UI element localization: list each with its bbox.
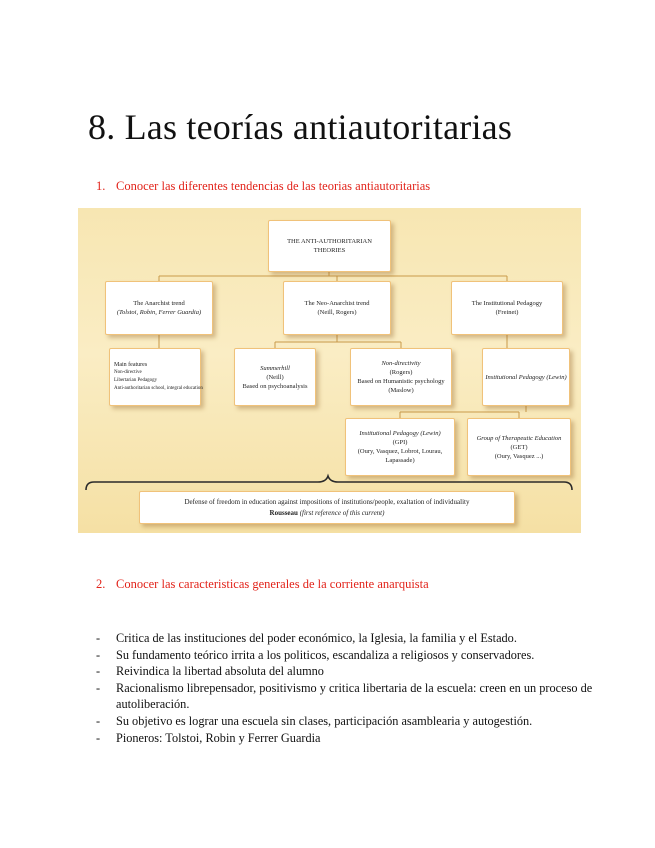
- get-box: [467, 418, 571, 476]
- section-number: 1.: [96, 179, 106, 193]
- institutional-pedagogy-trend-box: [451, 281, 563, 335]
- anarchist-characteristics-list: [96, 630, 596, 746]
- bullet-dash: -: [96, 664, 101, 679]
- list-item-text: Racionalismo librepensador, positivismo y critica libertaria de la escuela: creen en un proceso de autoliberación.: [116, 680, 593, 712]
- list-item: [96, 663, 596, 680]
- box-subtitle: (Rogers): [389, 369, 413, 376]
- summary-italic: (first reference of this current): [297, 508, 385, 517]
- summerhill-box: [234, 348, 316, 406]
- diagram-root-box: [268, 220, 391, 272]
- section-heading-text: Conocer las caracteristicas generales de la corriente anarquista: [116, 577, 429, 591]
- bullet-dash: -: [96, 680, 101, 695]
- summary-box: [139, 491, 515, 524]
- bullet-dash: -: [96, 713, 101, 728]
- list-item: [96, 713, 596, 730]
- box-subtitle: (Neill, Rogers): [317, 309, 357, 316]
- box-subtitle: (Tolstoi, Robin, Ferrer Guardia): [116, 309, 202, 316]
- box-detail: Based on Humanistic psychology: [357, 378, 445, 385]
- box-subtitle: (Neill): [266, 373, 284, 381]
- summary-line: [270, 508, 385, 519]
- list-item: [96, 730, 596, 747]
- list-item: [96, 647, 596, 664]
- box-subtitle: (Freinet): [495, 309, 519, 316]
- box-detail: Lapassade): [385, 457, 415, 464]
- box-title: Summerhill: [260, 364, 290, 372]
- section-number: 2.: [96, 577, 106, 591]
- list-item: [96, 630, 596, 647]
- institutional-pedagogy-lewin-box: [482, 348, 570, 406]
- box-title: The Neo-Anarchist trend: [304, 300, 370, 307]
- gpi-box: [345, 418, 455, 476]
- feature-item: Non-directive: [114, 370, 142, 375]
- list-item-text: Critica de las instituciones del poder económico, la Iglesia, la familia y el Estado.: [116, 631, 517, 645]
- box-detail: (Oury, Vasquez, Lobrot, Lourau,: [357, 448, 443, 455]
- grouping-brace: [86, 476, 572, 490]
- box-subtitle: (GET): [510, 443, 528, 451]
- list-item-text: Reivindica la libertad absoluta del alumno: [116, 664, 324, 679]
- box-subtitle: (GPI): [392, 439, 408, 446]
- box-title: Non-directivity: [381, 360, 421, 367]
- list-item: [96, 680, 596, 713]
- feature-item: Anti-authoritarian school, integral education: [114, 386, 203, 391]
- box-title: The Anarchist trend: [133, 300, 185, 307]
- bullet-dash: -: [96, 730, 101, 745]
- root-title-line: THEORIES: [313, 247, 346, 254]
- neo-anarchist-trend-box: [283, 281, 391, 335]
- box-title: Institutional Pedagogy (Lewin): [359, 430, 441, 437]
- box-title: The Institutional Pedagogy: [471, 300, 543, 307]
- list-item-text: Pioneros: Tolstoi, Robin y Ferrer Guardia: [116, 730, 321, 745]
- page-title: 8. Las teorías antiautoritarias: [88, 107, 513, 147]
- anarchist-trend-box: [105, 281, 213, 335]
- non-directivity-box: [350, 348, 452, 406]
- summary-line: Defense of freedom in education against impositions of institutions/people, exaltation of individuality: [184, 497, 470, 506]
- box-detail: (Oury, Vasquez ...): [494, 452, 544, 460]
- box-title: Group of Therapeutic Education: [476, 434, 562, 442]
- bullet-dash: -: [96, 647, 101, 662]
- feature-item: Main features: [114, 362, 148, 368]
- anarchist-features-box: [109, 348, 201, 406]
- summary-bold: Rousseau: [269, 508, 298, 517]
- list-item-text: Su objetivo es lograr una escuela sin clases, participación asamblearia y autogestión.: [116, 713, 533, 728]
- box-title: Institutional Pedagogy (Lewin): [485, 373, 567, 381]
- list-item-text: Su fundamento teórico irrita a los politicos, escandaliza a religiosos y conservadores.: [116, 647, 535, 662]
- section-heading-text: Conocer las diferentes tendencias de las teorias antiautoritarias: [116, 179, 431, 193]
- box-detail: Based on psychoanalysis: [242, 382, 308, 390]
- anti-authoritarian-theories-diagram: [78, 208, 581, 533]
- section-heading-1: [96, 179, 430, 194]
- root-title-line: THE ANTI-AUTHORITARIAN: [287, 238, 372, 245]
- section-heading-2: [96, 577, 429, 592]
- box-detail: (Maslow): [388, 387, 414, 394]
- bullet-dash: -: [96, 631, 101, 645]
- feature-item: Libertarian Pedagogy: [114, 378, 158, 383]
